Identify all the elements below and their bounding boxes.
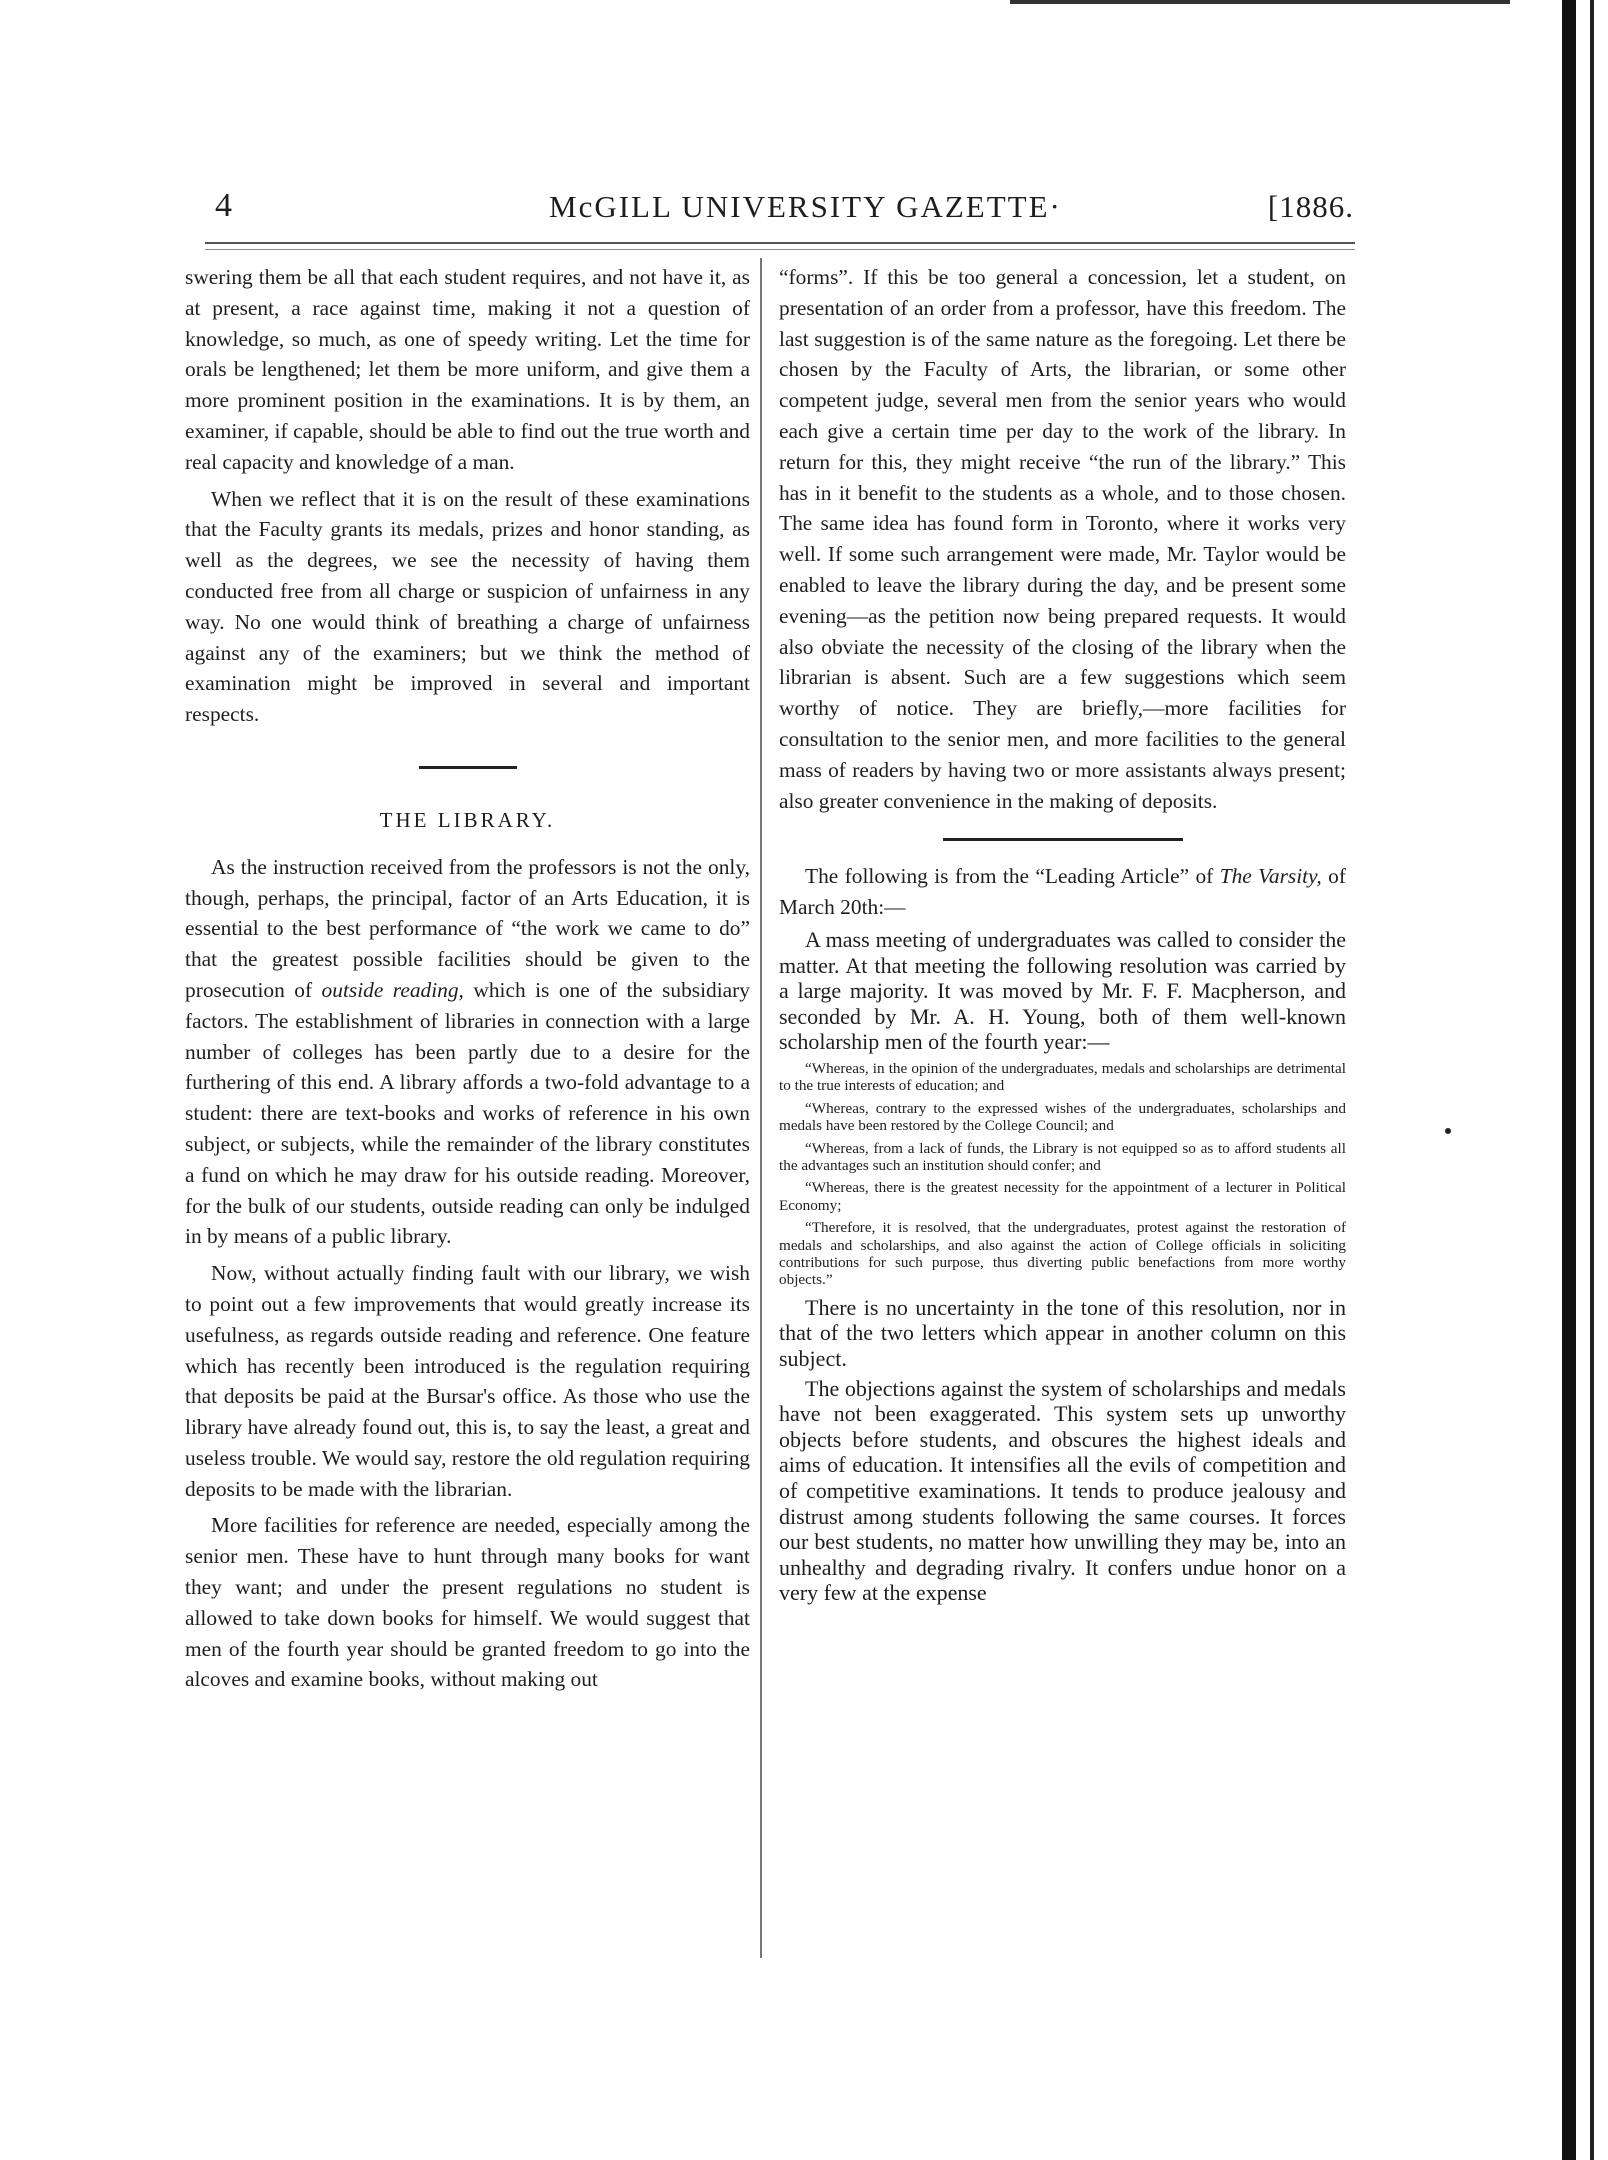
paragraph: swering them be all that each student requires, and not have it, as at present, a race against time, making it not a question of knowledge, so much, as one of speedy writing. Let the time for orals be lengthened; let them be more uniform, and give them a more prominent position in the examinations. It is by them, an examiner, if capable, should be able to find out the true worth and real capacity and knowledge of a man. [185,265,750,474]
italic-title: The Varsity, [1219,864,1322,889]
right-column [779,262,1346,1606]
article-intro [779,861,1346,923]
scan-edge-line [1590,0,1594,2160]
resolution-clause: “Whereas, there is the greatest necessity for the appointment of a lecturer in Political Economy; [779,1179,1346,1214]
section-separator [943,838,1183,841]
resolution-clause: “Therefore, it is resolved, that the undergraduates, protest against the restoration of medals and scholarships, and also against the action of College officials in soliciting contributions for such purpose, thus diverting public benefactions from more worthy objects.” [779,1219,1346,1289]
section-separator [419,766,517,769]
paragraph: There is no uncertainty in the tone of this resolution, nor in that of the two letters which appear in another column on this subject. [779,1294,1346,1371]
italic-phrase: outside reading, [321,977,464,1002]
paragraph: When we reflect that it is on the result of these examinations that the Faculty grants its medals, prizes and honor standing, as well as the degrees, we see the necessity of having them conducted free from all charge or suspicion of unfairness in any way. No one would think of breathing a charge of unfairness against any of the examiners; but we think the method of examination might be improved in several and important respects. [185,486,750,727]
paragraph [185,852,750,1252]
scan-edge-shadow [1562,0,1576,2160]
masthead-title: McGILL UNIVERSITY GAZETTE· [549,189,1062,224]
paragraph: The objections against the system of scholarships and medals have not been exaggerated. This system sets up unworthy objects before students, and obscures the highest ideals and aims of education. It intensifies all the evils of competition and of competitive examinations. It tends to produce jealousy and distrust among students following the same courses. It forces our best students, no matter how unwilling they may be, into an unhealthy and degrading rivalry. It confers undue honor on a very few at the expense [779,1375,1346,1606]
page-number: 4 [215,187,232,224]
resolution-clause: “Whereas, contrary to the expressed wishes of the undergraduates, scholarships and medals have been restored by the College Council; and [779,1099,1346,1135]
column-divider [760,258,762,1958]
resolution-clause: “Whereas, in the opinion of the undergraduates, medals and scholarships are detrimental to the true interests of education; and [779,1059,1346,1095]
left-column [185,262,750,1695]
resolution-clause: “Whereas, from a lack of funds, the Library is not equipped so as to afford students all the advantages such an institution should confer; and [779,1139,1346,1174]
paragraph-text: As the instruction received from the professors is not the only, though, perhaps, the principal, factor of an Arts Education, it is essential to the best performance of “the work we came to do” that the greatest possible facilities should be given to the prosecution of [185,854,750,1002]
page-header [211,183,1354,233]
paragraph-text: of March 20th:— [779,864,1346,920]
scan-top-edge [1010,0,1510,4]
header-rule-thin [205,249,1355,250]
ink-speck [1445,1128,1451,1134]
paragraph: “forms”. If this be too general a concession, let a student, on presentation of an order from a professor, have this freedom. The last suggestion is of the same nature as the foregoing. Let there be chosen by the Faculty of Arts, the librarian, or some other competent judge, several men from the senior years who would each give a certain time per day to the work of the library. In return for this, they might receive “the run of the library.” This has in it benefit to the students as a whole, and to those chosen. The same idea has found form in Toronto, where it works very well. If some such arrangement were made, Mr. Taylor would be enabled to leave the library during the day, and be present some evening—as the petition now being prepared requests. It would also obviate the necessity of the closing of the library when the librarian is absent. Such are a few suggestions which seem worthy of notice. They are briefly,—more facilities for consultation to the senior men, and more facilities to the general mass of readers by having two or more assistants always present; also greater convenience in the making of deposits. [779,265,1346,813]
paragraph-text: which is one of the subsidiary factors. The establishment of libraries in connection with a large number of colleges has been partly due to a desire for the furthering of this end. A library affords a two-fold advantage to a student: there are text-books and works of reference in his own subject, or subjects, while the remainder of the library constitutes a fund on which he may draw for his outside reading. Moreover, for the bulk of our students, outside reading can only be indulged in by means of a public library. [185,977,750,1249]
header-rule [205,242,1355,244]
paragraph: Now, without actually finding fault with our library, we wish to point out a few improvements that would greatly increase its usefulness, as regards outside reading and reference. One feature which has recently been introduced is the regulation requiring that deposits be paid at the Bursar's office. As those who use the library have already found out, this is, to say the least, a great and useless trouble. We would say, restore the old regulation requiring deposits to be made with the librarian. [185,1261,750,1501]
paragraph-text: The following is from the “Leading Article” of [805,864,1220,889]
section-title: THE LIBRARY. [379,807,556,832]
issue-year: [1886. [1267,189,1354,224]
paragraph: More facilities for reference are needed, especially among the senior men. These have to hunt through many books for want they want; and under the present regulations no student is allowed to take down books for himself. We would suggest that men of the fourth year should be granted freedom to go into the alcoves and examine books, without making out [185,1513,750,1692]
paragraph: A mass meeting of undergraduates was called to consider the matter. At that meeting the following resolution was carried by a large majority. It was moved by Mr. F. F. Macpherson, and seconded by Mr. A. H. Young, both of them well-known scholarship men of the fourth year:— [779,926,1346,1055]
